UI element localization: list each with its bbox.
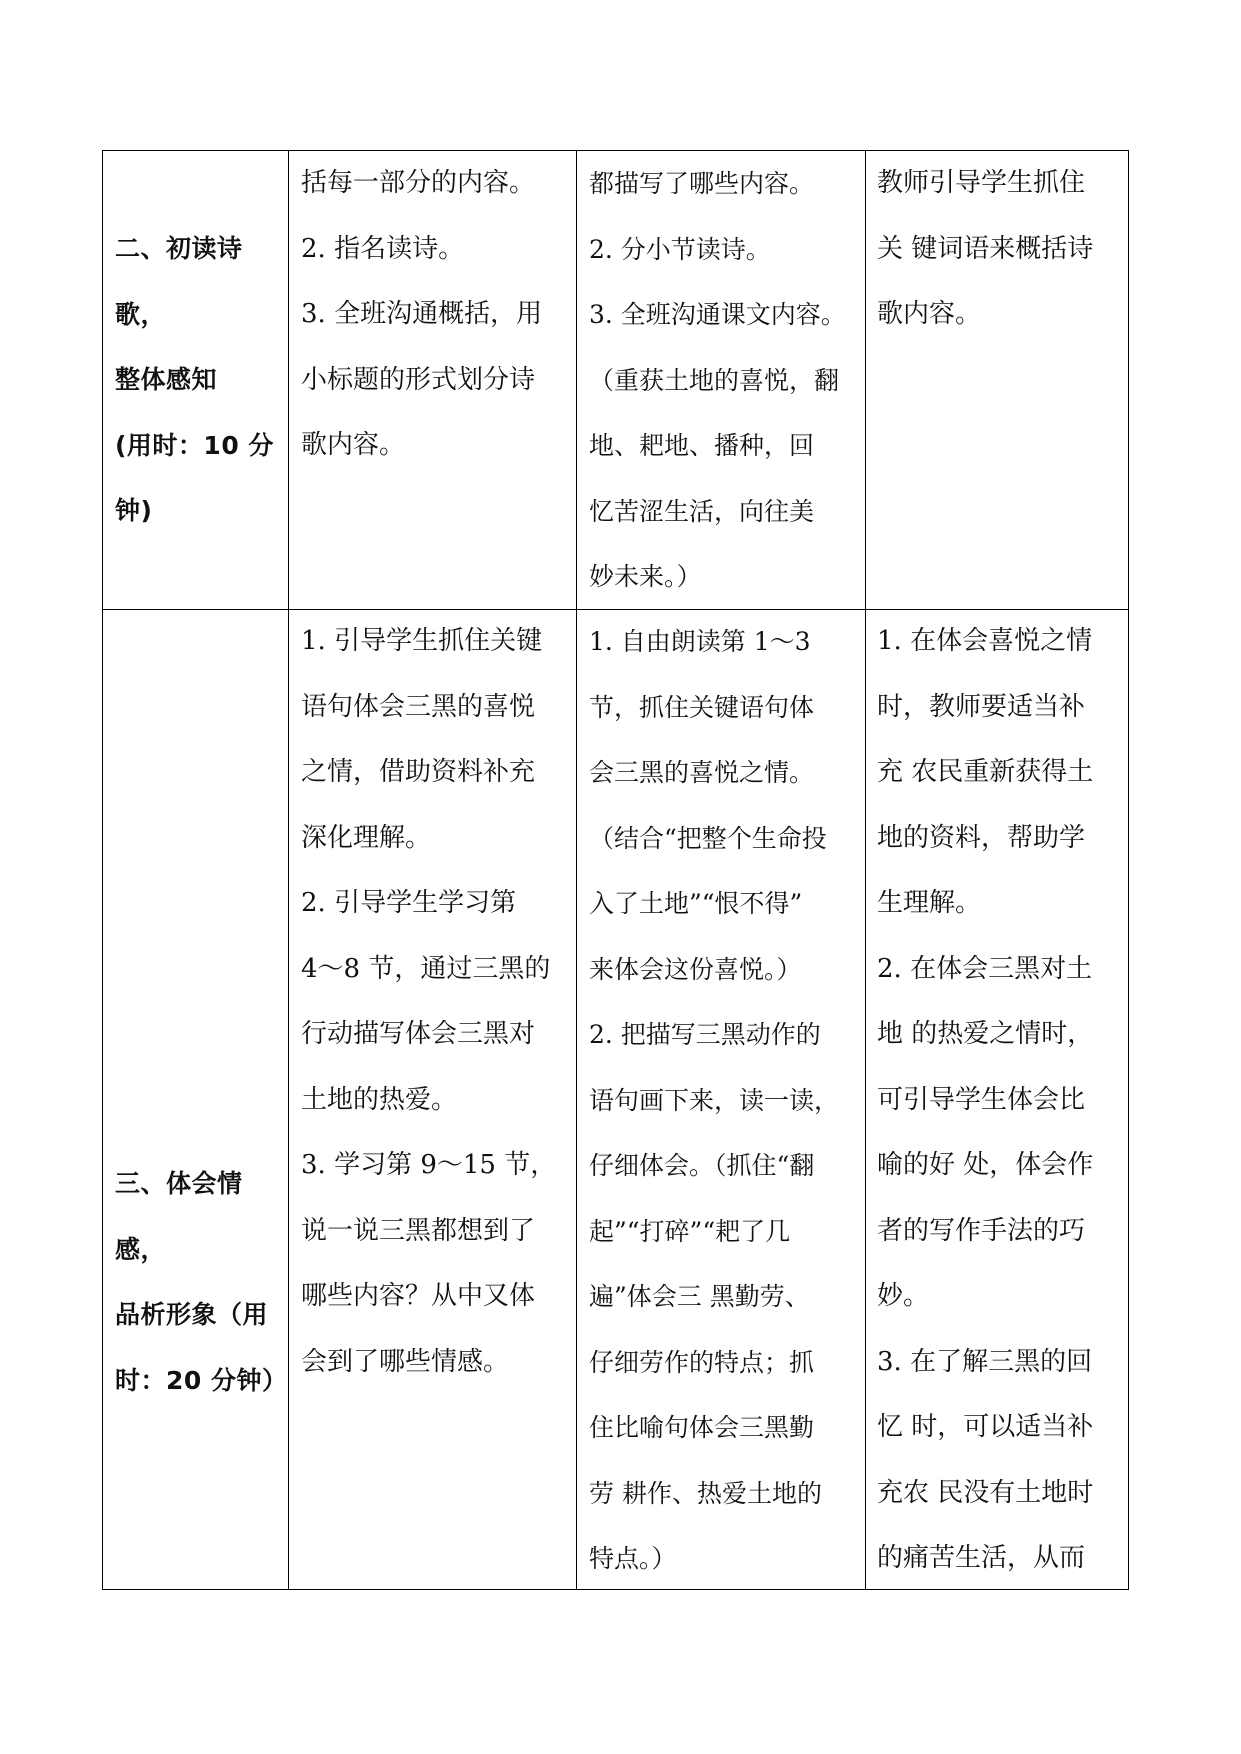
teacher-activity-cell	[301, 151, 577, 479]
design-intent-cell	[877, 609, 1129, 1592]
stage-label-line: 整体感知	[115, 365, 218, 394]
cell-line: 2. 把描写三黑动作的	[589, 1020, 821, 1049]
cell-line: 关 键词语来概括诗	[877, 233, 1094, 264]
cell-line: 可引导学生体会比	[877, 1084, 1086, 1115]
cell-line: 小标题的形式划分诗	[301, 364, 536, 395]
cell-line: 地、耙地、播种，回	[589, 431, 815, 460]
student-activity-cell	[589, 609, 865, 1592]
cell-line: 3. 在了解三黑的回	[877, 1346, 1093, 1377]
cell-line: 2. 分小节读诗。	[589, 234, 771, 264]
cell-line: 会到了哪些情感。	[301, 1346, 510, 1377]
cell-line: 语句画下来，读一读，	[589, 1085, 840, 1115]
cell-line: （重获土地的喜悦，翻	[589, 365, 840, 395]
cell-line: 2. 引导学生学习第	[301, 888, 517, 918]
cell-line: 3. 全班沟通概括，用	[301, 299, 543, 329]
stage-label-line: 二、初读诗歌，	[115, 234, 243, 329]
column-divider	[288, 151, 289, 1589]
cell-line: 喻的好 处，体会作	[877, 1150, 1094, 1180]
lesson-plan-table	[102, 150, 1129, 1590]
cell-line: 地的资料，帮助学	[877, 822, 1086, 853]
cell-line: 妙。	[877, 1281, 930, 1311]
cell-line: 都描写了哪些内容。	[589, 169, 815, 198]
cell-line: 会三黑的喜悦之情。	[589, 758, 815, 787]
cell-line: 的痛苦生活，从而	[877, 1543, 1086, 1573]
cell-line: 特点。）	[589, 1544, 677, 1573]
cell-line: 妙未来。）	[589, 562, 702, 591]
cell-line: 3. 学习第 9～15 节，	[301, 1150, 557, 1180]
stage-label-line: 品析形象（用	[115, 1300, 269, 1329]
cell-line: 时，教师要适当补	[877, 691, 1086, 722]
cell-line: 起”“打碎”“耙了几	[589, 1216, 791, 1246]
cell-line: 深化理解。	[301, 822, 432, 853]
cell-line: 哪些内容？从中又体	[301, 1281, 536, 1311]
cell-line: 节，抓住关键语句体	[589, 692, 815, 722]
cell-line: 行动描写体会三黑对	[301, 1019, 536, 1049]
cell-line: 入了土地”“恨不得”	[589, 889, 803, 918]
cell-line: 说一说三黑都想到了	[301, 1215, 536, 1246]
cell-line: 仔细劳作的特点；抓	[589, 1347, 815, 1377]
cell-line: 歌内容。	[301, 430, 406, 460]
cell-line: （结合“把整个生命投	[589, 823, 827, 853]
stage-label-line: (用时：10 分	[115, 430, 274, 460]
cell-line: 歌内容。	[877, 299, 982, 329]
cell-line: 来体会这份喜悦。）	[589, 954, 802, 984]
stage-label-reading	[115, 216, 287, 544]
cell-line: 2. 指名读诗。	[301, 233, 465, 264]
cell-line: 1. 自由朗读第 1～3	[589, 627, 811, 656]
cell-line: 遍”体会三 黑勤劳、	[589, 1282, 810, 1311]
cell-line: 忆 时，可以适当补	[877, 1412, 1094, 1442]
cell-line: 之情，借助资料补充	[301, 757, 536, 787]
cell-line: 充 农民重新获得土	[877, 757, 1094, 787]
teacher-activity-cell	[301, 609, 577, 1395]
cell-line: 仔细体会。（抓住“翻	[589, 1151, 815, 1180]
cell-line: 2. 在体会三黑对土	[877, 953, 1093, 984]
cell-line: 住比喻句体会三黑勤	[589, 1413, 815, 1442]
column-divider	[865, 151, 866, 1589]
cell-line: 1. 在体会喜悦之情	[877, 626, 1093, 656]
cell-line: 括每一部分的内容。	[301, 168, 536, 198]
cell-line: 忆苦涩生活，向往美	[589, 496, 815, 526]
cell-line: 4～8 节，通过三黑的	[301, 953, 551, 984]
cell-line: 者的写作手法的巧	[877, 1215, 1086, 1246]
stage-label-feeling	[115, 1151, 287, 1413]
cell-line: 生理解。	[877, 888, 982, 918]
cell-line: 地 的热爱之情时，	[877, 1019, 1094, 1049]
stage-label-line: 三、体会情感，	[115, 1169, 243, 1264]
student-activity-cell	[589, 151, 865, 610]
cell-line: 土地的热爱。	[301, 1084, 458, 1115]
cell-line: 3. 全班沟通课文内容。	[589, 300, 846, 329]
cell-line: 教师引导学生抓住	[877, 168, 1086, 198]
stage-label-line: 钟)	[115, 496, 153, 525]
cell-line: 1. 引导学生抓住关键	[301, 626, 543, 656]
design-intent-cell	[877, 151, 1129, 348]
cell-line: 充农 民没有土地时	[877, 1477, 1094, 1508]
stage-label-line: 时：20 分钟）	[115, 1365, 288, 1395]
cell-line: 语句体会三黑的喜悦	[301, 691, 536, 722]
cell-line: 劳 耕作、热爱土地的	[589, 1478, 822, 1508]
